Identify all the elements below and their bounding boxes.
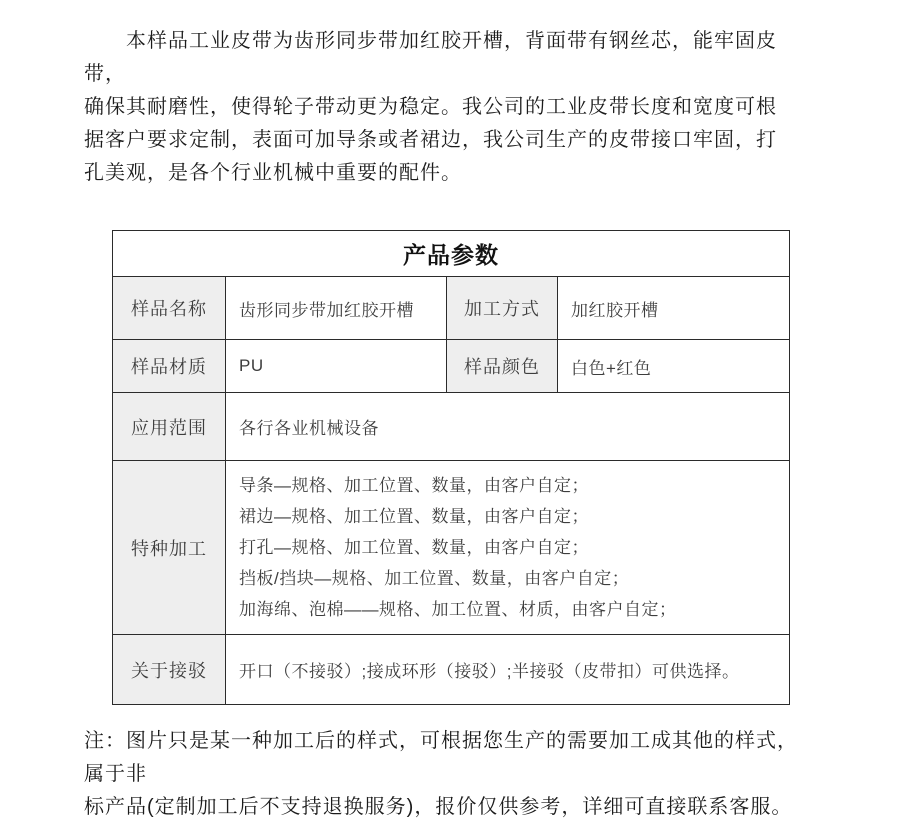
param-label-sample-name: 样品名称 xyxy=(113,277,226,340)
special-processing-line-3: 打孔—规格、加工位置、数量，由客户自定； xyxy=(239,538,589,557)
param-label-color: 样品颜色 xyxy=(447,340,558,393)
note-line-1: 注：图片只是某一种加工后的样式，可根据您生产的需要加工成其他的样式，属于非 xyxy=(84,730,798,785)
special-processing-line-5: 加海绵、泡棉——规格、加工位置、材质，由客户自定； xyxy=(239,600,677,619)
param-value-process-method: 加红胶开槽 xyxy=(558,277,790,340)
special-processing-line-1: 导条—规格、加工位置、数量，由客户自定； xyxy=(239,476,589,495)
param-value-special-processing xyxy=(226,461,790,635)
table-row-sample-name xyxy=(113,277,790,340)
intro-line-3: 据客户要求定制，表面可加导条或者裙边，我公司生产的皮带接口牢固，打 xyxy=(84,129,777,151)
special-processing-line-2: 裙边—规格、加工位置、数量，由客户自定； xyxy=(239,507,589,526)
param-value-material: PU xyxy=(226,340,447,393)
product-params-table xyxy=(112,230,790,705)
param-label-special-processing: 特种加工 xyxy=(113,461,226,635)
intro-line-2: 确保其耐磨性，使得轮子带动更为稳定。我公司的工业皮带长度和宽度可根 xyxy=(84,96,777,118)
table-row-joint xyxy=(113,635,790,705)
intro-line-1: 本样品工业皮带为齿形同步带加红胶开槽，背面带有钢丝芯，能牢固皮带， xyxy=(84,30,777,85)
param-value-color: 白色+红色 xyxy=(558,340,790,393)
table-title-row xyxy=(113,231,790,277)
param-label-joint: 关于接驳 xyxy=(113,635,226,705)
note-paragraph xyxy=(84,725,816,824)
param-label-application: 应用范围 xyxy=(113,393,226,461)
table-row-special-processing xyxy=(113,461,790,635)
table-title: 产品参数 xyxy=(113,231,790,277)
param-value-application: 各行各业机械设备 xyxy=(226,393,790,461)
param-value-sample-name: 齿形同步带加红胶开槽 xyxy=(226,277,447,340)
table-row-material xyxy=(113,340,790,393)
intro-line-4: 孔美观，是各个行业机械中重要的配件。 xyxy=(84,162,462,184)
param-value-joint: 开口（不接驳）;接成环形（接驳）;半接驳（皮带扣）可供选择。 xyxy=(226,635,790,705)
special-processing-line-4: 挡板/挡块—规格、加工位置、数量，由客户自定； xyxy=(239,569,630,588)
table-row-application xyxy=(113,393,790,461)
param-label-material: 样品材质 xyxy=(113,340,226,393)
intro-paragraph xyxy=(84,25,816,190)
param-label-process-method: 加工方式 xyxy=(447,277,558,340)
note-line-2: 标产品(定制加工后不支持退换服务)，报价仅供参考，详细可直接联系客服。 xyxy=(84,796,793,818)
